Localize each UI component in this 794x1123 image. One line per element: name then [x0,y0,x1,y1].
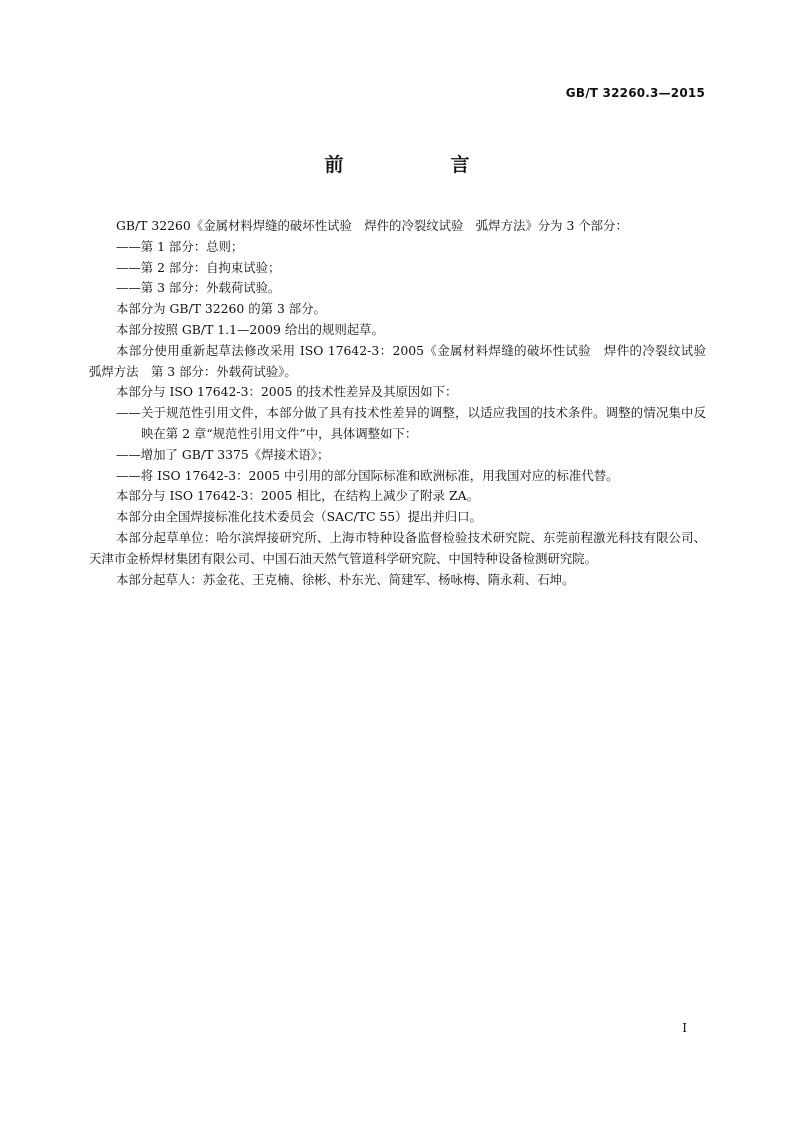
foreword-body [89,216,719,590]
list-item-part-3: ——第 3 部分：外载荷试验。 [116,280,281,296]
page-number: I [682,1021,687,1035]
list-item-replaced-standards: ——将 ISO 17642-3：2005 中引用的部分国际标准和欧洲标准，用我国对应的标准代替。 [116,467,619,483]
paragraph-adoption: 本部分使用重新起草法修改采用 ISO 17642-3：2005《金属材料焊缝的破坏性试验 焊件的冷裂纹试验 弧焊方法 第 3 部分：外载荷试验》。 [89,342,719,379]
list-item-added-standard: ——增加了 GB/T 3375《焊接术语》； [116,446,330,462]
standard-code: GB/T 32260.3—2015 [565,86,705,100]
list-item-normative-references: ——关于规范性引用文件，本部分做了具有技术性差异的调整，以适应我国的技术条件。调整的情况集中反映在第 2 章“规范性引用文件”中，具体调整如下： [116,405,706,441]
paragraph-drafters: 本部分起草人：苏金花、王克楠、徐彬、朴东光、简建军、杨咏梅、隋永莉、石坤。 [116,571,575,587]
paragraph-this-part: 本部分为 GB/T 32260 的第 3 部分。 [116,301,326,317]
page-title: 前 言 [324,154,514,176]
list-item-part-2: ——第 2 部分：自拘束试验； [116,259,281,275]
paragraph-differences-intro: 本部分与 ISO 17642-3：2005 的技术性差异及其原因如下： [116,384,458,400]
paragraph-drafting-units: 本部分起草单位：哈尔滨焊接研究所、上海市特种设备监督检验技术研究院、东莞前程激光科技有限公司、天津市金桥焊材集团有限公司、中国石油天然气管道科学研究院、中国特种设备检测研究院。 [89,529,706,566]
paragraph-drafting-rules: 本部分按照 GB/T 1.1—2009 给出的规则起草。 [116,321,384,337]
paragraph-proposed-by: 本部分由全国焊接标准化技术委员会（SAC/TC 55）提出并归口。 [116,509,482,525]
paragraph-structure-difference: 本部分与 ISO 17642-3：2005 相比，在结构上减少了附录 ZA。 [116,488,479,504]
list-item-part-1: ——第 1 部分：总则； [116,238,244,254]
paragraph-parts-intro: GB/T 32260《金属材料焊缝的破坏性试验 焊件的冷裂纹试验 弧焊方法》分为 3 个部分： [116,218,628,233]
